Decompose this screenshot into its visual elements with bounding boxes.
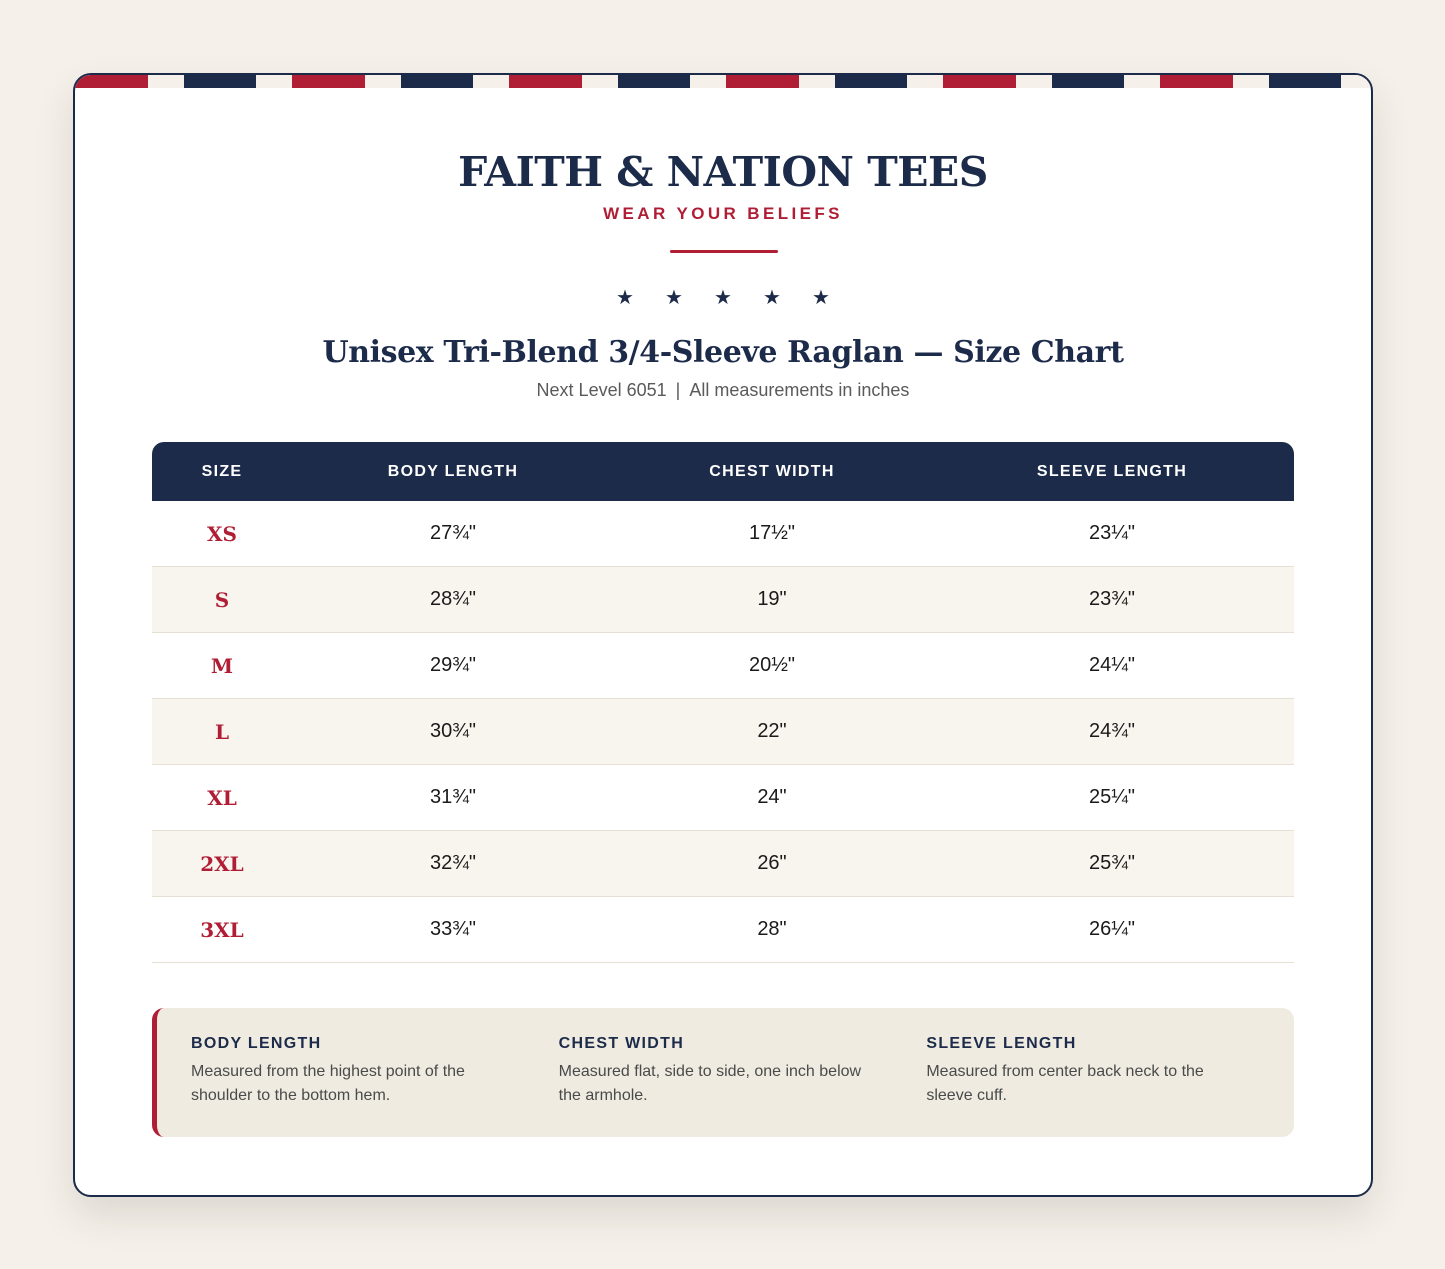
stripe-segment [582, 75, 618, 88]
stripe-segment [75, 75, 148, 88]
stripe-segment [365, 75, 401, 88]
sleeve-length-cell: 23¾" [1088, 588, 1136, 610]
stripe-segment [907, 75, 943, 88]
table-header [152, 442, 1294, 501]
note-text: Measured from the highest point of the shoulder to the bottom hem. [191, 1063, 465, 1104]
table-row [152, 897, 1294, 963]
stripe-segment [943, 75, 1016, 88]
size-cell: M [210, 653, 234, 678]
header-chest-width: CHEST WIDTH [709, 462, 835, 480]
divider-rule [670, 250, 778, 253]
stripe-segment [1269, 75, 1341, 88]
chest-width-cell: 19" [757, 588, 787, 610]
chest-width-cell: 24" [757, 786, 787, 808]
stripe-segment [618, 75, 690, 88]
stripe-segment [690, 75, 726, 88]
note-title: CHEST WIDTH [558, 1035, 685, 1052]
body-length-cell: 31¾" [429, 786, 477, 808]
star-row [75, 284, 1371, 310]
table-row [152, 501, 1294, 567]
chest-width-cell: 17½" [748, 522, 796, 544]
stripe-segment [1341, 75, 1373, 88]
stripe-segment [1016, 75, 1052, 88]
table-row [152, 699, 1294, 765]
sleeve-length-cell: 23¼" [1088, 522, 1136, 544]
size-cell: XL [207, 785, 237, 810]
size-cell: L [214, 719, 230, 744]
stripe-segment [401, 75, 473, 88]
sleeve-length-cell: 25¾" [1088, 852, 1136, 874]
stripe-segment [1052, 75, 1124, 88]
size-cell: 3XL [200, 917, 244, 942]
table-row [152, 831, 1294, 897]
sleeve-length-cell: 26¼" [1088, 918, 1136, 940]
stripe-segment [1124, 75, 1160, 88]
stripe-segment [1160, 75, 1233, 88]
subtitle-separator: | [675, 380, 681, 400]
table-row [152, 567, 1294, 633]
stripe-segment [799, 75, 835, 88]
body-length-cell: 29¾" [429, 654, 477, 676]
stripe-segment [1233, 75, 1269, 88]
note-text: Measured from center back neck to the sleeve cuff. [926, 1063, 1204, 1104]
star-icon: ★ [665, 285, 683, 309]
note-title: BODY LENGTH [191, 1035, 322, 1052]
note-chest-width [559, 1032, 927, 1137]
brand-name: FAITH & NATION TEES [458, 148, 988, 196]
stripe-segment [726, 75, 799, 88]
size-table [152, 442, 1294, 963]
sleeve-length-cell: 24¼" [1088, 654, 1136, 676]
body-length-cell: 32¾" [429, 852, 477, 874]
sleeve-length-cell: 24¾" [1088, 720, 1136, 742]
header-sleeve-length: SLEEVE LENGTH [1036, 462, 1188, 480]
stripe-segment [473, 75, 509, 88]
star-icon: ★ [714, 285, 732, 309]
stripe-segment [256, 75, 292, 88]
star-icon: ★ [763, 285, 781, 309]
stripe-segment [292, 75, 365, 88]
brand-tagline: WEAR YOUR BELIEFS [603, 204, 843, 223]
body-length-cell: 33¾" [429, 918, 477, 940]
star-icon: ★ [812, 285, 830, 309]
size-cell: XS [207, 521, 237, 546]
stripe-segment [835, 75, 907, 88]
chest-width-cell: 22" [757, 720, 787, 742]
body-length-cell: 27¾" [429, 522, 477, 544]
flag-stripe-border [75, 75, 1371, 88]
header-body-length: BODY LENGTH [387, 462, 519, 480]
chart-subtitle [75, 379, 1371, 401]
table-row [152, 633, 1294, 699]
chest-width-cell: 26" [757, 852, 787, 874]
chest-width-cell: 28" [757, 918, 787, 940]
note-sleeve-length [926, 1032, 1294, 1137]
body-length-cell: 28¾" [429, 588, 477, 610]
stripe-segment [148, 75, 184, 88]
size-cell: 2XL [200, 851, 244, 876]
note-text: Measured flat, side to side, one inch below the armhole. [558, 1063, 862, 1104]
chest-width-cell: 20½" [748, 654, 796, 676]
star-icon: ★ [616, 285, 634, 309]
size-cell: S [214, 587, 230, 612]
stripe-segment [184, 75, 256, 88]
header-size: SIZE [201, 462, 243, 480]
body-length-cell: 30¾" [429, 720, 477, 742]
sleeve-length-cell: 25¼" [1088, 786, 1136, 808]
model-number: Next Level 6051 [536, 380, 667, 400]
note-body-length [191, 1032, 559, 1137]
measurement-notes [152, 1008, 1294, 1137]
size-chart-card [73, 73, 1373, 1197]
table-row [152, 765, 1294, 831]
stripe-segment [509, 75, 582, 88]
chart-title: Unisex Tri-Blend 3/4-Sleeve Raglan — Size Chart [322, 335, 1124, 370]
note-title: SLEEVE LENGTH [926, 1035, 1077, 1052]
units-note: All measurements in inches [689, 380, 910, 400]
